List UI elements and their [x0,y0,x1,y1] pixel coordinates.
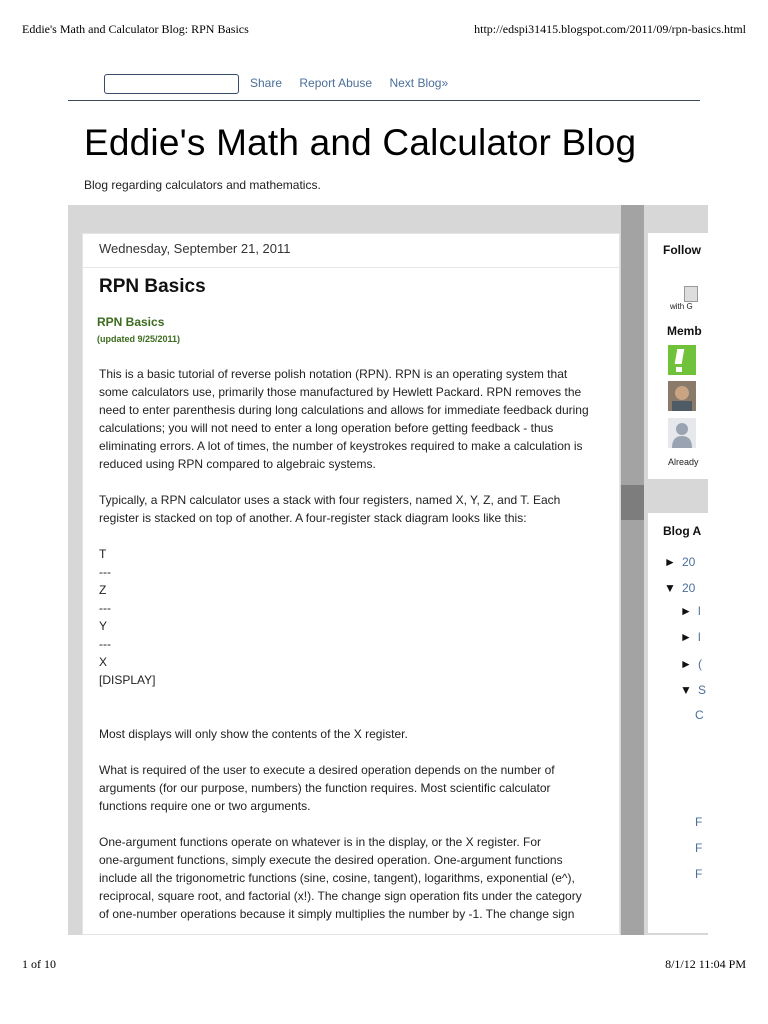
text-line: One-argument functions operate on whatever is in the display, or the X register. For [99,835,542,849]
collapse-arrow-icon[interactable]: ▼ [680,683,692,697]
archive-month-link[interactable]: S [698,683,707,697]
member-photo-icon [668,381,696,411]
post-paragraph [99,365,603,473]
date-divider [83,267,619,268]
stack-line: --- [99,565,111,579]
archive-heading: Blog A [663,524,702,538]
print-page-number: 1 of 10 [22,957,56,971]
archive-post-link[interactable]: C [695,708,704,722]
text-line: What is required of the user to execute a desired operation depends on the number of [99,763,555,777]
report-abuse-link[interactable]: Report Abuse [299,76,373,90]
post-paragraph [99,761,603,815]
blogger-navbar [68,60,700,101]
blog-title[interactable]: Eddie's Math and Calculator Blog [84,122,637,163]
text-line: Typically, a RPN calculator uses a stack with four registers, named X, Y, Z, and T. Each [99,493,561,507]
member-avatar-icon [668,345,696,375]
blog-description: Blog regarding calculators and mathematics. [84,178,321,192]
text-line: calculations; you will not need to enter a long operation before getting feedback - thus [99,421,554,435]
post-subtitle: RPN Basics [97,315,165,329]
already-member-text: Already [668,457,699,467]
text-line [99,707,603,725]
expand-arrow-icon[interactable]: ► [680,604,692,618]
share-link[interactable]: Share [250,76,283,90]
sidebar-followers [648,233,708,479]
text-line: eliminating errors. A lot of times, the number of keystrokes required to make a calculation is [99,439,583,453]
member-avatar[interactable] [668,345,696,375]
stack-line: --- [99,601,111,615]
text-line: of one-number operations because it simply multiplies the number by -1. The change sign [99,907,575,921]
follow-widget-icon [684,286,698,302]
archive-year-link[interactable]: 20 [682,581,696,595]
print-timestamp: 8/1/12 11:04 PM [665,957,746,971]
post-updated-note: (updated 9/25/2011) [97,334,181,344]
text-line: reciprocal, square root, and factorial (x!). The change sign operation fits under the category [99,889,582,903]
members-heading: Memb [667,324,702,338]
archive-year-link[interactable]: 20 [682,555,696,569]
stack-line: --- [99,637,111,651]
post-date: Wednesday, September 21, 2011 [99,241,291,256]
next-blog-link[interactable]: Next Blog» [389,76,449,90]
scrollbar-track[interactable] [621,205,644,935]
post-paragraph [99,707,603,743]
stack-line: Y [99,619,108,633]
text-line: arguments (for our purpose, numbers) the function requires. Most scientific calculator [99,781,551,795]
archive-month-link[interactable]: l [698,630,701,644]
archive-post-link[interactable]: F [695,841,703,855]
text-line: need to enter parenthesis during long calculations and allows for immediate feedback during [99,403,589,417]
archive-month-link[interactable]: ( [698,657,702,671]
expand-arrow-icon[interactable]: ► [664,555,676,569]
sidebar-archive [648,513,708,933]
followers-with-label: with G [670,302,693,311]
stack-line: [DISPLAY] [99,673,156,687]
expand-arrow-icon[interactable]: ► [680,657,692,671]
post-container [82,233,620,935]
member-avatar[interactable] [668,381,696,411]
text-line: some calculators use, primarily those manufactured by Hewlett Packard. RPN removes the [99,385,582,399]
print-header [22,22,746,38]
archive-post-link[interactable]: F [695,867,703,881]
collapse-arrow-icon[interactable]: ▼ [664,581,676,595]
stack-line: Z [99,583,107,597]
stack-diagram [99,545,603,689]
default-user-icon [668,418,696,448]
stack-line: X [99,655,108,669]
member-avatar[interactable] [668,418,696,448]
print-footer [22,957,746,973]
navbar-links [250,76,462,90]
text-line: register is stacked on top of another. A four-register stack diagram looks like this: [99,511,527,525]
archive-month-link[interactable]: l [698,604,701,618]
post-title[interactable]: RPN Basics [99,276,206,297]
followers-heading: Follow [663,243,701,257]
post-paragraph [99,833,603,923]
search-input[interactable] [104,74,239,94]
post-paragraph [99,491,603,527]
print-page-title: Eddie's Math and Calculator Blog: RPN Basics [22,22,249,36]
archive-post-link[interactable]: F [695,815,703,829]
page-content [0,60,707,926]
text-line: functions require one or two arguments. [99,799,311,813]
text-line: reduced using RPN compared to algebraic systems. [99,457,376,471]
scrollbar-thumb[interactable] [621,485,644,520]
text-line: This is a basic tutorial of reverse polish notation (RPN). RPN is an operating system that [99,367,568,381]
text-line: Most displays will only show the contents of the X register. [99,727,408,741]
post-body [99,365,603,941]
text-line: one-argument functions, simply execute the desired operation. One-argument functions [99,853,563,867]
print-page-url: http://edspi31415.blogspot.com/2011/09/rpn-basics.html [474,22,746,36]
expand-arrow-icon[interactable]: ► [680,630,692,644]
stack-line: T [99,547,107,561]
text-line: include all the trigonometric functions (sine, cosine, tangent), logarithms, exponential (e^), [99,871,575,885]
